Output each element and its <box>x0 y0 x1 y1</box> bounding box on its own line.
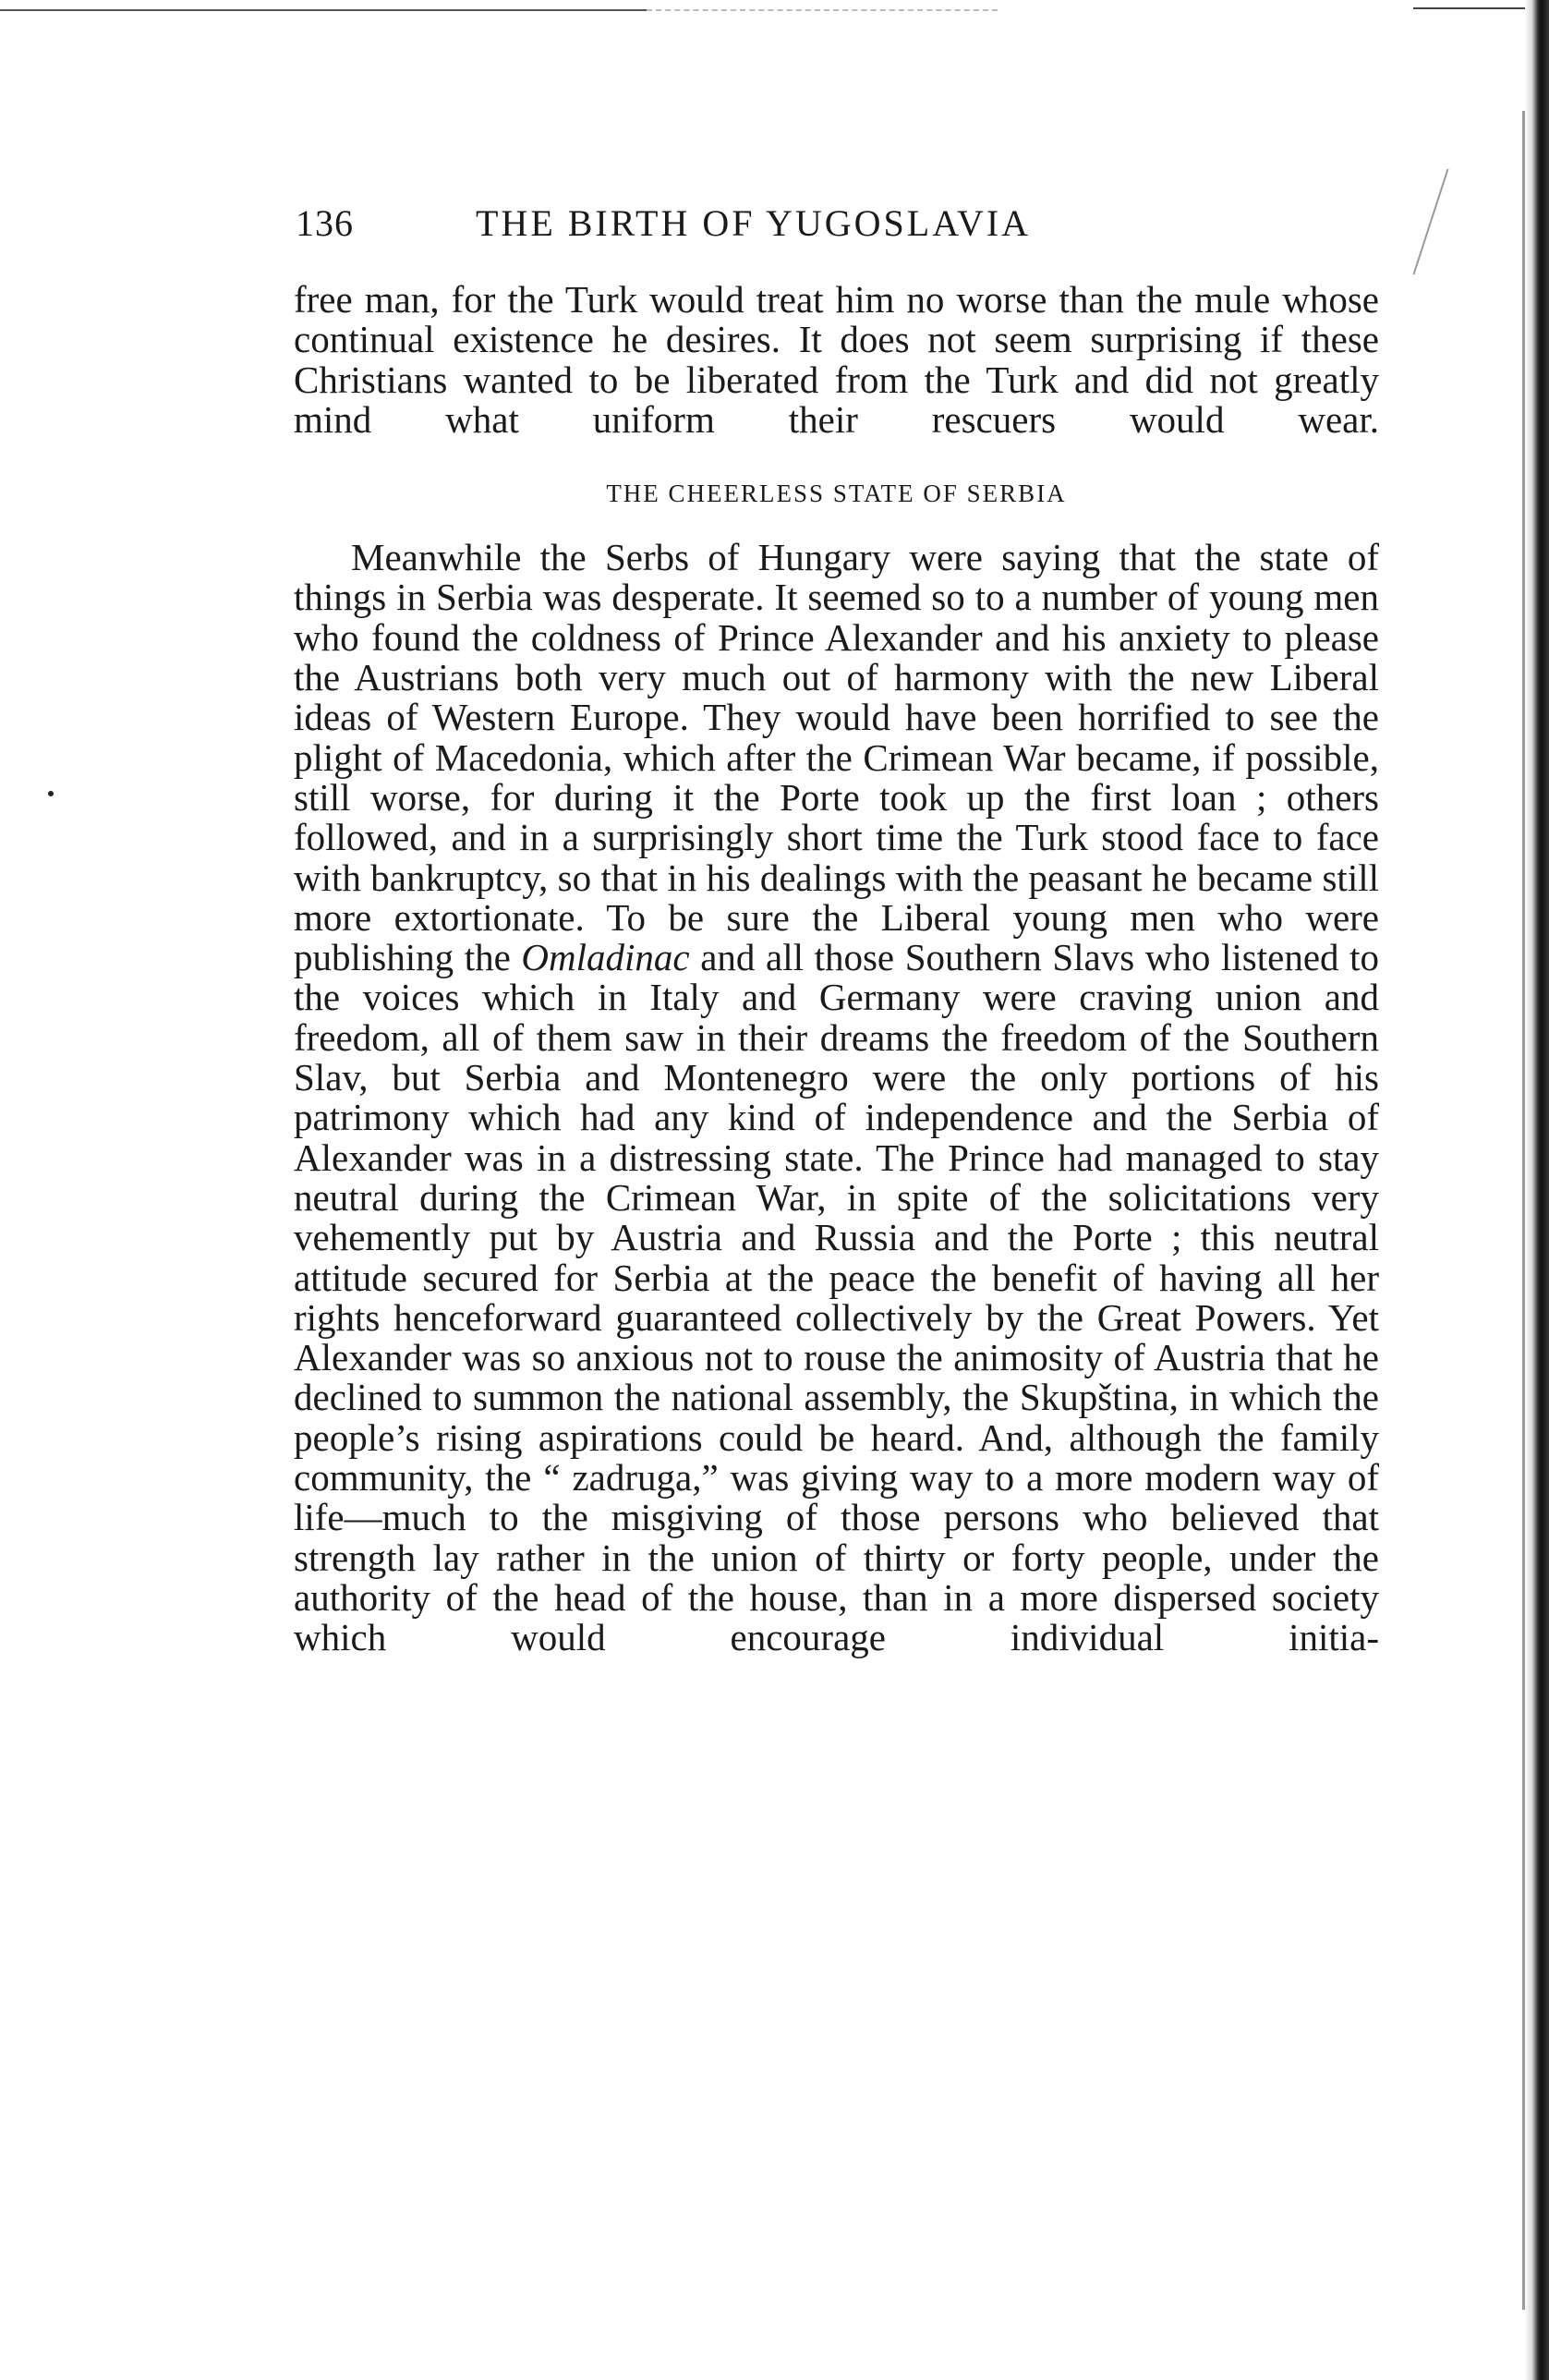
opening-paragraph: free man, for the Turk would treat him no worse than the mule whose continual existence he desires. It does not seem surprising if these Christians wanted to be liberated from the Turk and did not greatly mind what uniform their rescuers would wear. <box>294 278 1379 441</box>
page-number: 136 <box>296 202 354 244</box>
section-paragraph-text-1: Meanwhile the Serbs of Hungary were saying that the state of things in Serbia was desperate. It seemed so to a number of young men who found the coldness of Prince Alexander and his anxiety to please the Austrians both very much out of harmony with the new Liberal ideas of Western Europe. They would have been horrified to see the plight of Macedonia, which after the Crimean War became, if possible, still worse, for during it the Porte took up the first loan ; others followed, and in a surprisingly short time the Turk stood face to face with bankruptcy, so that in his dealings with the peasant he became still more extortionate. To be sure the Liberal young men who were publishing the <box>294 536 1379 979</box>
section-paragraph <box>294 538 1379 1658</box>
section-paragraph-text-2: and all those Southern Slavs who listened to the voices which in Italy and Germany were craving union and freedom, all of them saw in their dreams the freedom of the Southern Slav, but Serbia and Montenegro were the only portions of his patrimony which had any kind of independence and the Serbia of Alexander was in a distressing state. The Prince had managed to stay neutral during the Crimean War, in spite of the solicitations very vehemently put by Austria and Russia and the Porte ; this neutral attitude secured for Serbia at the peace the benefit of having all her rights henceforward guaranteed collectively by the Great Powers. Yet Alexander was so anxious not to rouse the animosity of Austria that he declined to summon the national assembly, the Skupština, in which the people’s rising aspirations could be heard. And, although the family community, the “ zadruga,” was giving way to a more modern way of life—much to the misgiving of those persons who believed that strength lay rather in the union of thirty or forty people, under the authority of the head of the house, than in a more dispersed society which would encourage individual initia- <box>294 936 1379 1659</box>
newspaper-title-omladinac: Omladinac <box>521 936 690 979</box>
text-block <box>294 280 1379 1658</box>
scan-margin-dot <box>48 791 54 796</box>
running-title: THE BIRTH OF YUGOSLAVIA <box>476 202 1032 244</box>
running-head <box>296 201 1381 248</box>
scan-top-rule <box>0 9 647 11</box>
scan-binding-edge <box>1525 0 1549 2380</box>
section-heading: THE CHEERLESS STATE OF SERBIA <box>606 480 1067 508</box>
scan-pencil-mark <box>1413 169 1449 275</box>
scan-top-rule-faint <box>647 9 998 11</box>
scan-edge-shadow <box>1522 111 1525 2310</box>
